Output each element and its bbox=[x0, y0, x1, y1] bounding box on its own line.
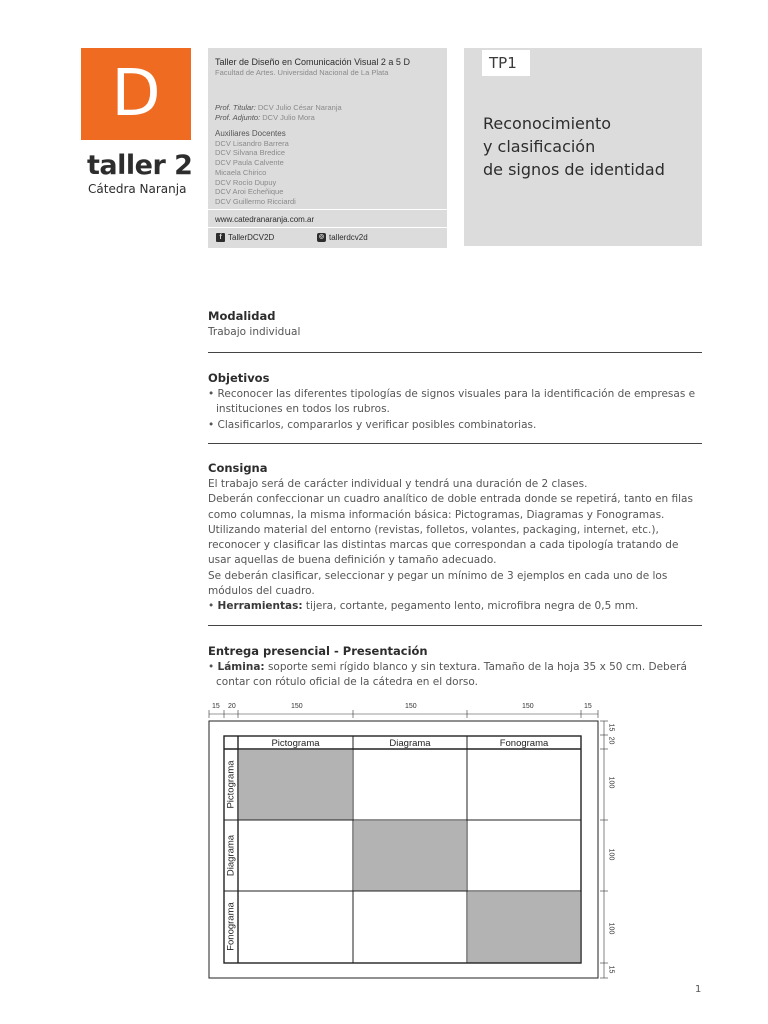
column-header: Fonograma bbox=[499, 738, 549, 749]
brand-subtitle: Cátedra Naranja bbox=[88, 182, 187, 196]
facebook-handle: TallerDCV2D bbox=[228, 233, 275, 242]
consigna-line: usar aquellas de buena definición y tamaño adecuado. bbox=[208, 554, 497, 567]
lamina-text: soporte semi rígido blanco y sin textura. Tamaño de la hoja 35 x 50 cm. Deberá bbox=[267, 661, 687, 673]
prof-titular-name: DCV Julio César Naranja bbox=[257, 103, 342, 112]
objetivo-item: • Reconocer las diferentes tipologías de signos visuales para la identificación de empresas e bbox=[208, 388, 696, 400]
tp-tag: TP1 bbox=[482, 50, 530, 76]
website-link[interactable]: www.catedranaranja.com.ar bbox=[215, 215, 315, 224]
shaded-cell bbox=[468, 892, 580, 963]
auxiliar-item: DCV Guillermo Ricciardi bbox=[215, 196, 296, 206]
dimension-label: 15 bbox=[584, 703, 592, 710]
facebook-icon: f bbox=[216, 233, 225, 242]
page-number: 1 bbox=[695, 984, 702, 995]
logo-letter: D bbox=[111, 57, 161, 131]
prof-adjunto-label: Prof. Adjunto: bbox=[215, 113, 261, 122]
dimension-label: 100 bbox=[607, 776, 615, 789]
dimension-label: 15 bbox=[607, 965, 615, 974]
row-header: Fonograma bbox=[225, 902, 237, 951]
dimension-label: 15 bbox=[212, 703, 220, 710]
dimension-label: 100 bbox=[607, 848, 615, 861]
consigna-line: Deberán confeccionar un cuadro analítico de doble entrada donde se repetirá, tanto en filas bbox=[208, 493, 693, 506]
consigna-line: Utilizando material del entorno (revistas, folletos, volantes, packaging, internet, etc.), bbox=[208, 523, 659, 536]
consigna-line: reconocer y clasificar las distintas marcas que correspondan a cada tipología tratando de bbox=[208, 539, 679, 552]
tools-label: Herramientas: bbox=[217, 600, 303, 613]
faculty: Facultad de Artes. Universidad Nacional de La Plata bbox=[215, 68, 389, 77]
dimension-label: 15 bbox=[607, 723, 615, 732]
tp-title-line: de signos de identidad bbox=[483, 160, 665, 179]
section-heading: Objetivos bbox=[208, 371, 270, 385]
auxiliar-item: DCV Paula Calvente bbox=[215, 158, 284, 168]
tools-line: • Herramientas: tijera, cortante, pegamento lento, microfibra negra de 0,5 mm. bbox=[208, 600, 639, 613]
lamina-label: Lámina: bbox=[217, 661, 265, 673]
objetivo-item-cont: instituciones en todos los rubros. bbox=[216, 403, 390, 416]
auxiliar-item: DCV Silvana Bredice bbox=[215, 148, 286, 158]
row-header: Diagrama bbox=[225, 834, 237, 877]
shaded-cell bbox=[354, 821, 466, 891]
brand-name: taller 2 bbox=[87, 150, 193, 181]
column-header: Pictograma bbox=[271, 738, 320, 749]
consigna-line: módulos del cuadro. bbox=[208, 585, 315, 598]
lamina-line: • Lámina: soporte semi rígido blanco y sin textura. Tamaño de la hoja 35 x 50 cm. Deberá bbox=[208, 661, 687, 673]
shaded-cell bbox=[239, 750, 352, 820]
objetivo-item: • Clasificarlos, compararlos y verificar posibles combinatorias. bbox=[208, 418, 537, 431]
section-heading: Entrega presencial - Presentación bbox=[208, 644, 428, 658]
auxiliar-item: DCV Aroi Echeñique bbox=[215, 187, 284, 197]
consigna-line: Se deberán clasificar, seleccionar y pegar un mínimo de 3 ejemplos en cada uno de los bbox=[208, 569, 668, 582]
dimension-label: 150 bbox=[291, 703, 303, 710]
tp-title-line: Reconocimiento bbox=[483, 114, 612, 133]
dimension-label: 100 bbox=[607, 922, 615, 935]
auxiliares-title: Auxiliares Docentes bbox=[215, 129, 286, 138]
auxiliar-item: DCV Rocío Dupuy bbox=[215, 177, 277, 187]
tools-text: tijera, cortante, pegamento lento, microfibra negra de 0,5 mm. bbox=[305, 600, 639, 613]
auxiliar-item: DCV Lisandro Barrera bbox=[215, 138, 289, 148]
modalidad-text: Trabajo individual bbox=[208, 326, 301, 338]
dimension-label: 20 bbox=[607, 736, 615, 745]
lamina-line-cont: contar con rótulo oficial de la cátedra en el dorso. bbox=[216, 676, 478, 689]
auxiliar-item: Micaela Chirico bbox=[215, 167, 267, 177]
tp-title-line: y clasificación bbox=[483, 137, 596, 156]
instagram-handle: tallerdcv2d bbox=[329, 233, 368, 242]
instagram-icon: ◎ bbox=[318, 234, 325, 240]
column-header: Diagrama bbox=[389, 738, 431, 749]
dimension-label: 150 bbox=[405, 703, 417, 710]
consigna-line: El trabajo será de carácter individual y tendrá una duración de 2 clases. bbox=[208, 478, 588, 490]
consigna-line: como columnas, la misma información básica: Pictogramas, Diagramas y Fonogramas. bbox=[208, 508, 665, 521]
section-heading: Modalidad bbox=[208, 309, 276, 323]
row-header: Pictograma bbox=[225, 760, 237, 809]
section-heading: Consigna bbox=[208, 461, 268, 475]
prof-adjunto-name: DCV Julio Mora bbox=[262, 113, 315, 122]
dimension-label: 150 bbox=[522, 703, 534, 710]
prof-titular-label: Prof. Titular: bbox=[215, 103, 256, 112]
course-title: Taller de Diseño en Comunicación Visual 2 a 5 D bbox=[215, 57, 410, 67]
dimension-label: 20 bbox=[228, 703, 236, 710]
